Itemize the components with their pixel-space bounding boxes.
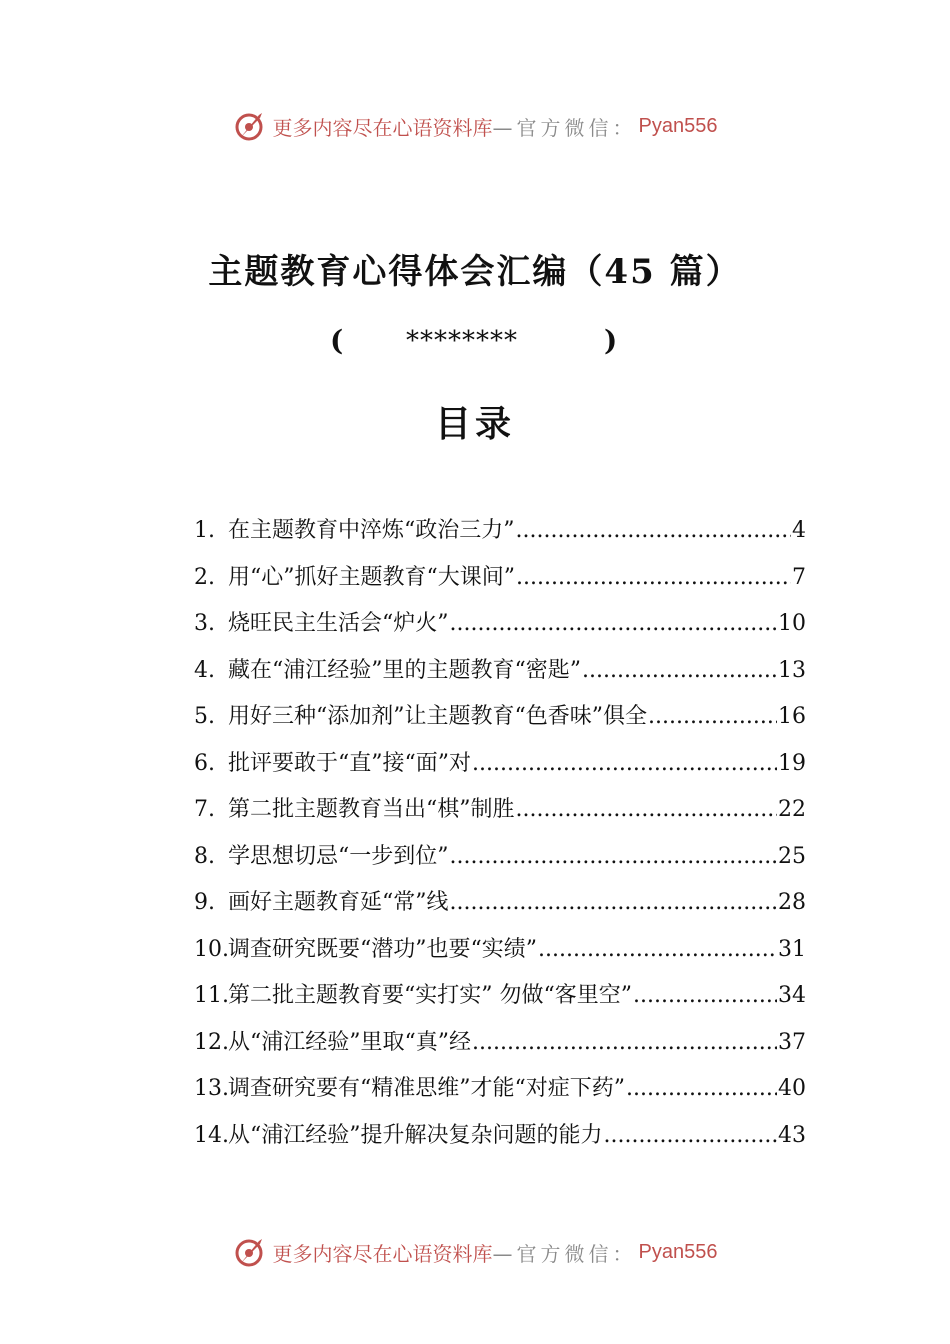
toc-entry[interactable] xyxy=(194,694,806,741)
toc-entry-leader xyxy=(472,1020,777,1067)
toc-entry-number: 1. xyxy=(194,518,215,543)
toc-entry-title: 画好主题教育延“常”线 xyxy=(228,890,449,915)
toc-entry-page: 25 xyxy=(778,843,806,869)
toc-entry[interactable] xyxy=(194,1020,806,1067)
toc-entry-leader xyxy=(450,880,778,927)
toc-entry-number: 8. xyxy=(194,843,215,869)
toc-entry[interactable] xyxy=(194,648,806,695)
toc-entry-number: 9. xyxy=(194,890,215,915)
subtitle-stars: ******** xyxy=(406,326,518,356)
subtitle-close-paren: ) xyxy=(604,324,618,357)
toc-entry-number: 11. xyxy=(194,983,229,1008)
toc-entry-title: 从“浦江经验”提升解决复杂问题的能力 xyxy=(228,1122,603,1148)
toc-entry-leader xyxy=(633,973,777,1020)
toc-entry-title: 从“浦江经验”里取“真”经 xyxy=(228,1029,471,1055)
toc-entry-page: 4 xyxy=(792,518,806,543)
toc-entry[interactable] xyxy=(194,741,806,788)
toc-entry-title: 调查研究要有“精准思维”才能“对症下药” xyxy=(228,1076,625,1101)
toc-heading: 目录 xyxy=(434,403,515,445)
toc-entry-number: 4. xyxy=(194,657,215,683)
toc-entry[interactable] xyxy=(194,927,806,974)
toc-entry-page: 40 xyxy=(778,1076,806,1101)
toc-entry-page: 31 xyxy=(778,936,806,962)
toc-entry-leader xyxy=(626,1066,777,1113)
header-watermark xyxy=(0,106,950,146)
document-subtitle xyxy=(320,324,630,364)
toc-entry-number: 14. xyxy=(194,1122,229,1148)
toc-entry-title: 第二批主题教育要“实打实” 勿做“客里空” xyxy=(228,983,632,1008)
subtitle-open-paren: ( xyxy=(330,324,344,357)
toc-entry-leader xyxy=(450,601,778,648)
toc-entry-title: 批评要敢于“直”接“面”对 xyxy=(228,750,471,776)
toc-entry-page: 7 xyxy=(792,564,806,590)
toc-entry-number: 6. xyxy=(194,750,215,776)
toc-entry-number: 13. xyxy=(194,1076,229,1101)
watermark-text: 更多内容尽在心语资料库 xyxy=(272,115,493,140)
watermark-separator: —官方微信： xyxy=(492,115,637,140)
quill-logo-icon xyxy=(233,109,267,143)
toc-entry[interactable] xyxy=(194,508,806,555)
toc-entry-leader xyxy=(516,508,792,555)
toc-entry[interactable] xyxy=(194,555,806,602)
toc-entry-leader xyxy=(450,834,778,881)
toc-entry-number: 2. xyxy=(194,564,215,590)
toc-entry-number: 12. xyxy=(194,1029,229,1055)
toc-entry-title: 调查研究既要“潜功”也要“实绩” xyxy=(228,936,537,962)
toc-entry-title: 烧旺民主生活会“炉火” xyxy=(228,611,449,636)
toc-entry-page: 16 xyxy=(778,704,806,729)
toc-entry[interactable] xyxy=(194,1113,806,1160)
watermark-wechat-id: Pyan556 xyxy=(638,1240,718,1263)
toc-entry-page: 10 xyxy=(778,611,806,636)
toc-entry-title: 用“心”抓好主题教育“大课间” xyxy=(228,564,515,590)
watermark-wechat-id: Pyan556 xyxy=(638,114,718,137)
toc-entry-leader xyxy=(604,1113,778,1160)
toc-entry-number: 10. xyxy=(194,936,229,962)
toc-entry-number: 5. xyxy=(194,704,215,729)
toc-entry-title: 在主题教育中淬炼“政治三力” xyxy=(228,518,515,543)
toc-entry-leader xyxy=(582,648,777,695)
toc-entry-number: 3. xyxy=(194,611,215,636)
toc-entry[interactable] xyxy=(194,880,806,927)
table-of-contents xyxy=(194,508,806,1159)
toc-entry-leader xyxy=(472,741,777,788)
toc-entry-title: 用好三种“添加剂”让主题教育“色香味”俱全 xyxy=(228,704,647,729)
toc-entry-leader xyxy=(648,694,777,741)
toc-entry-leader xyxy=(538,927,777,974)
toc-entry-leader xyxy=(516,555,791,602)
toc-entry-page: 34 xyxy=(778,983,806,1008)
toc-entry[interactable] xyxy=(194,787,806,834)
document-title: 主题教育心得体会汇编（45 篇） xyxy=(208,252,742,292)
toc-entry-page: 22 xyxy=(778,797,806,822)
toc-entry-page: 43 xyxy=(778,1122,806,1148)
watermark-separator: —官方微信： xyxy=(492,1241,637,1266)
toc-entry-title: 第二批主题教育当出“棋”制胜 xyxy=(228,797,515,822)
toc-entry-page: 28 xyxy=(778,890,806,915)
toc-entry[interactable] xyxy=(194,973,806,1020)
watermark-text: 更多内容尽在心语资料库 xyxy=(272,1241,493,1266)
toc-entry-leader xyxy=(516,787,778,834)
toc-entry-number: 7. xyxy=(194,797,215,822)
toc-entry-title: 学思想切忌“一步到位” xyxy=(228,843,449,869)
quill-logo-icon xyxy=(233,1235,267,1269)
toc-entry-title: 藏在“浦江经验”里的主题教育“密匙” xyxy=(228,657,581,683)
toc-entry-page: 19 xyxy=(778,750,806,776)
footer-watermark xyxy=(0,1232,950,1272)
toc-entry[interactable] xyxy=(194,834,806,881)
toc-entry[interactable] xyxy=(194,1066,806,1113)
toc-entry-page: 37 xyxy=(778,1029,806,1055)
toc-entry[interactable] xyxy=(194,601,806,648)
toc-entry-page: 13 xyxy=(778,657,806,683)
